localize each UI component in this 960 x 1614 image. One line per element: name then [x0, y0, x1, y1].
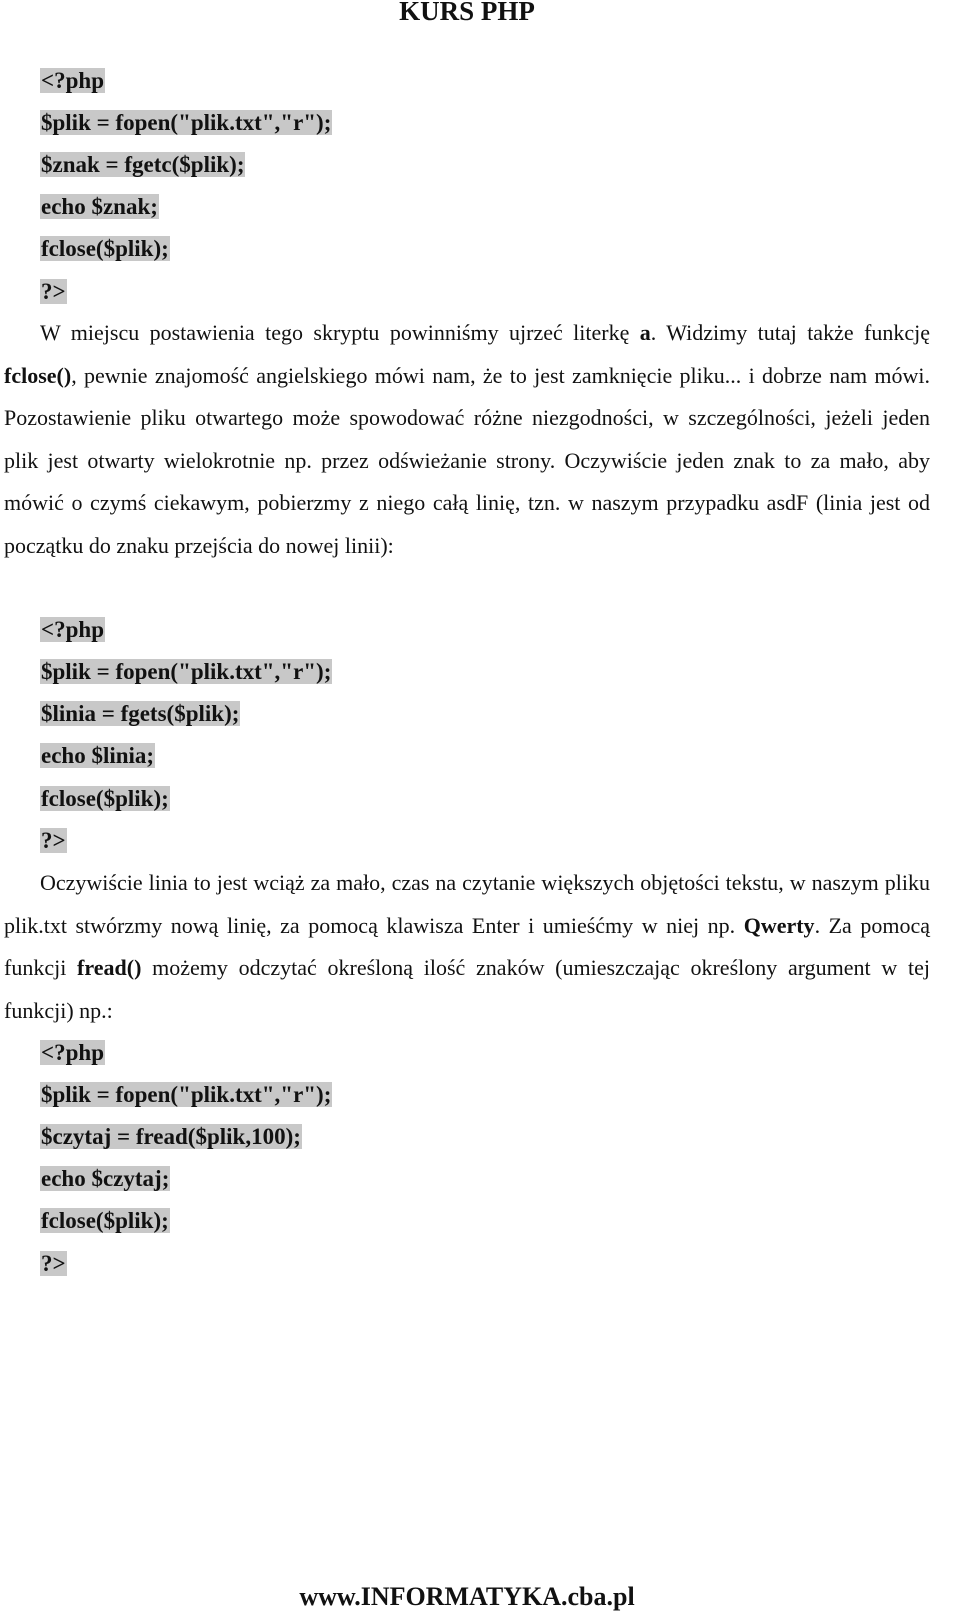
code-line: <?php	[41, 617, 104, 642]
code-line: echo $linia;	[41, 743, 155, 768]
paragraph-fread-explanation: Oczywiście linia to jest wciąż za mało, czas na czytanie większych objętości tekstu, w naszym pliku plik.txt stwórzmy nową linię, za pomocą klawisza Enter i umieśćmy w niej np. Qwerty. Za pomocą funkcji fread() możemy odczytać określoną ilość znaków (umieszczając określony argument w tej funkcji) np.:	[4, 870, 930, 1023]
code-line: <?php	[41, 1040, 104, 1065]
code-line: ?>	[41, 279, 66, 304]
code-line: $plik = fopen("plik.txt","r");	[41, 1082, 332, 1107]
code-line: $plik = fopen("plik.txt","r");	[41, 110, 332, 135]
page-footer-url: www.INFORMATYKA.cba.pl	[299, 1582, 635, 1611]
code-line: fclose($plik);	[41, 1208, 169, 1233]
code-line: $linia = fgets($plik);	[41, 701, 240, 726]
code-line: <?php	[41, 68, 104, 93]
page-header-title: KURS PHP	[399, 0, 535, 26]
code-line: echo $czytaj;	[41, 1166, 170, 1191]
code-line: echo $znak;	[41, 194, 158, 219]
paragraph-fclose-explanation: W miejscu postawienia tego skryptu powinniśmy ujrzeć literkę a. Widzimy tutaj także funkcję fclose(), pewnie znajomość angielskiego mówi nam, że to jest zamknięcie pliku... i dobrze nam mówi. Pozostawienie pliku otwartego może spowodować różne niezgodności, w szczególności, jeżeli jeden plik jest otwarty wielokrotnie np. przez odświeżanie strony. Oczywiście jeden znak to za mało, aby mówić o czymś ciekawym, pobierzmy z niego całą linię, tzn. w naszym przypadku asdF (linia jest od początku do znaku przejścia do nowej linii):	[4, 320, 930, 558]
code-line: $znak = fgetc($plik);	[41, 152, 245, 177]
code-line: $czytaj = fread($plik,100);	[41, 1124, 301, 1149]
code-line: ?>	[41, 1251, 66, 1276]
code-line: $plik = fopen("plik.txt","r");	[41, 659, 332, 684]
code-line: ?>	[41, 828, 66, 853]
code-line: fclose($plik);	[41, 236, 169, 261]
code-line: fclose($plik);	[41, 786, 169, 811]
